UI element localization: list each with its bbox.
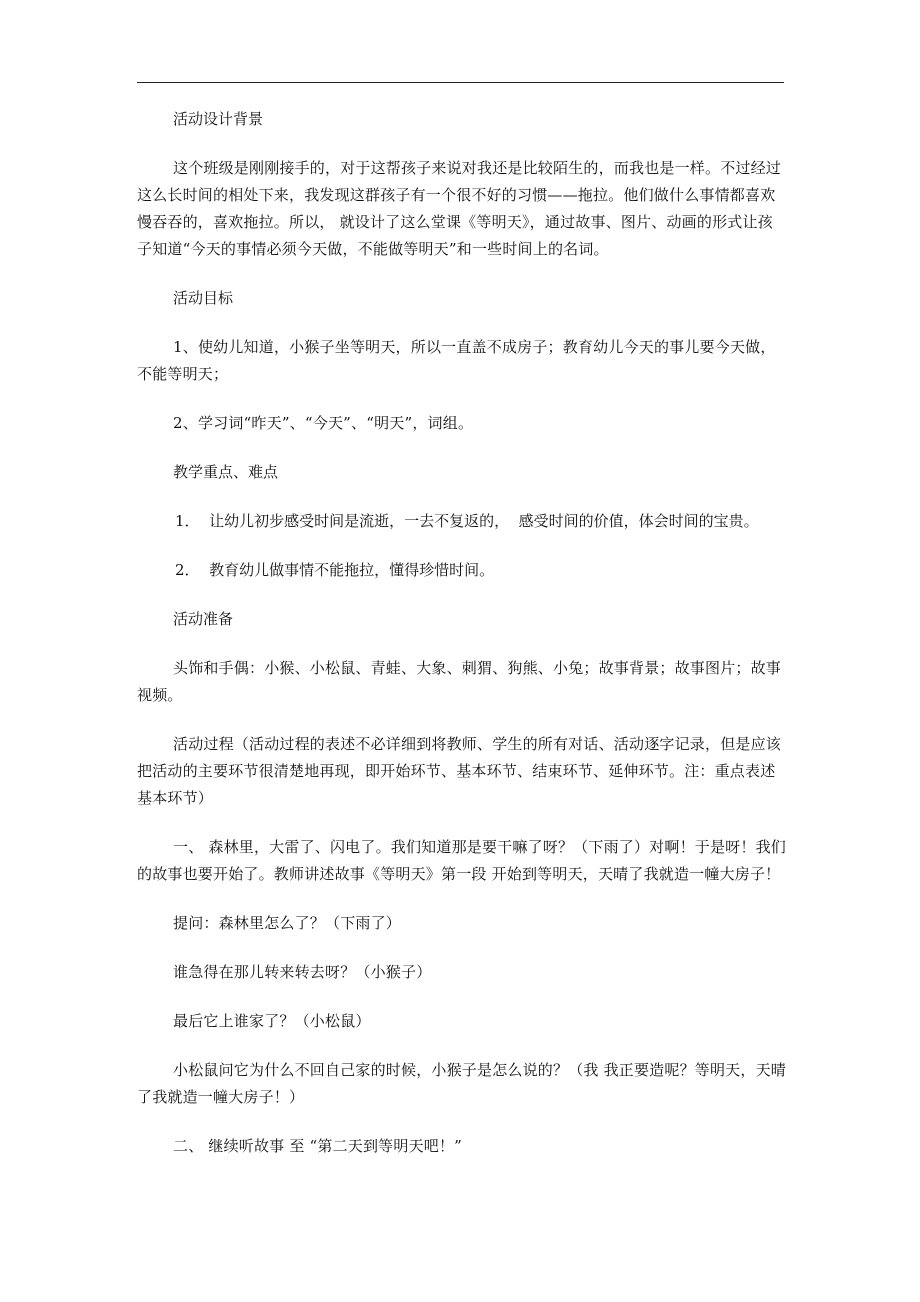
key-point-2: 2． 教育幼儿做事情不能拖拉，懂得珍惜时间。 xyxy=(175,561,495,579)
question-3: 最后它上谁家了？（小松鼠） xyxy=(173,1012,371,1030)
step-2-paragraph: 二、 继续听故事 至 “第二天到等明天吧！” xyxy=(173,1137,463,1155)
question-4: 小松鼠问它为什么不回自己家的时候，小猴子是怎么说的？（我 我正要造呢？等明天，天晴了我就造一幢大房子！） xyxy=(137,1061,786,1106)
preparation-paragraph: 头饰和手偶：小猴、小松鼠、青蛙、大象、刺猬、狗熊、小兔；故事背景；故事图片；故事视频。 xyxy=(137,659,782,704)
step-1-paragraph: 一、 森林里，大雷了、闪电了。我们知道那是要干嘛了呀？（下雨了）对啊！于是呀！我们的故事也要开始了。教师讲述故事《等明天》第一段 开始到等明天，天晴了我就造一幢大房子！ xyxy=(137,838,786,883)
background-paragraph: 这个班级是刚刚接手的，对于这帮孩子来说对我还是比较陌生的，而我也是一样。不过经过这么长时间的相处下来，我发现这群孩子有一个很不好的习惯——拖拉。他们做什么事情都喜欢慢吞吞的，喜欢拖拉。所以， 就设计了这么堂课《等明天》，通过故事、图片、动画的形式让孩子知道“今天的事情必须今天做，不能做等明天”和一些时间上的名词。 xyxy=(137,159,782,258)
header-rule xyxy=(137,82,784,83)
preparation-heading: 活动准备 xyxy=(173,610,234,628)
key-point-1: 1． 让幼儿初步感受时间是流逝，一去不复返的， 感受时间的价值，体会时间的宝贵。 xyxy=(175,512,759,530)
document-body xyxy=(137,106,787,1182)
process-paragraph: 活动过程（活动过程的表述不必详细到将教师、学生的所有对话、活动逐字记录，但是应该把活动的主要环节很清楚地再现，即开始环节、基本环节、结束环节、延伸环节。注：重点表述基本环节） xyxy=(137,735,782,807)
goal-item-1: 1、使幼儿知道，小猴子坐等明天，所以一直盖不成房子；教育幼儿今天的事儿要今天做，不能等明天； xyxy=(137,338,776,383)
question-2: 谁急得在那儿转来转去呀？（小猴子） xyxy=(173,963,432,981)
question-1: 提问：森林里怎么了？（下雨了） xyxy=(173,914,402,932)
background-heading: 活动设计背景 xyxy=(173,110,264,128)
key-points-heading: 教学重点、难点 xyxy=(173,463,279,481)
goal-item-2: 2、学习词“昨天”、“今天”、“明天”，词组。 xyxy=(173,414,474,432)
goals-heading: 活动目标 xyxy=(173,289,234,307)
